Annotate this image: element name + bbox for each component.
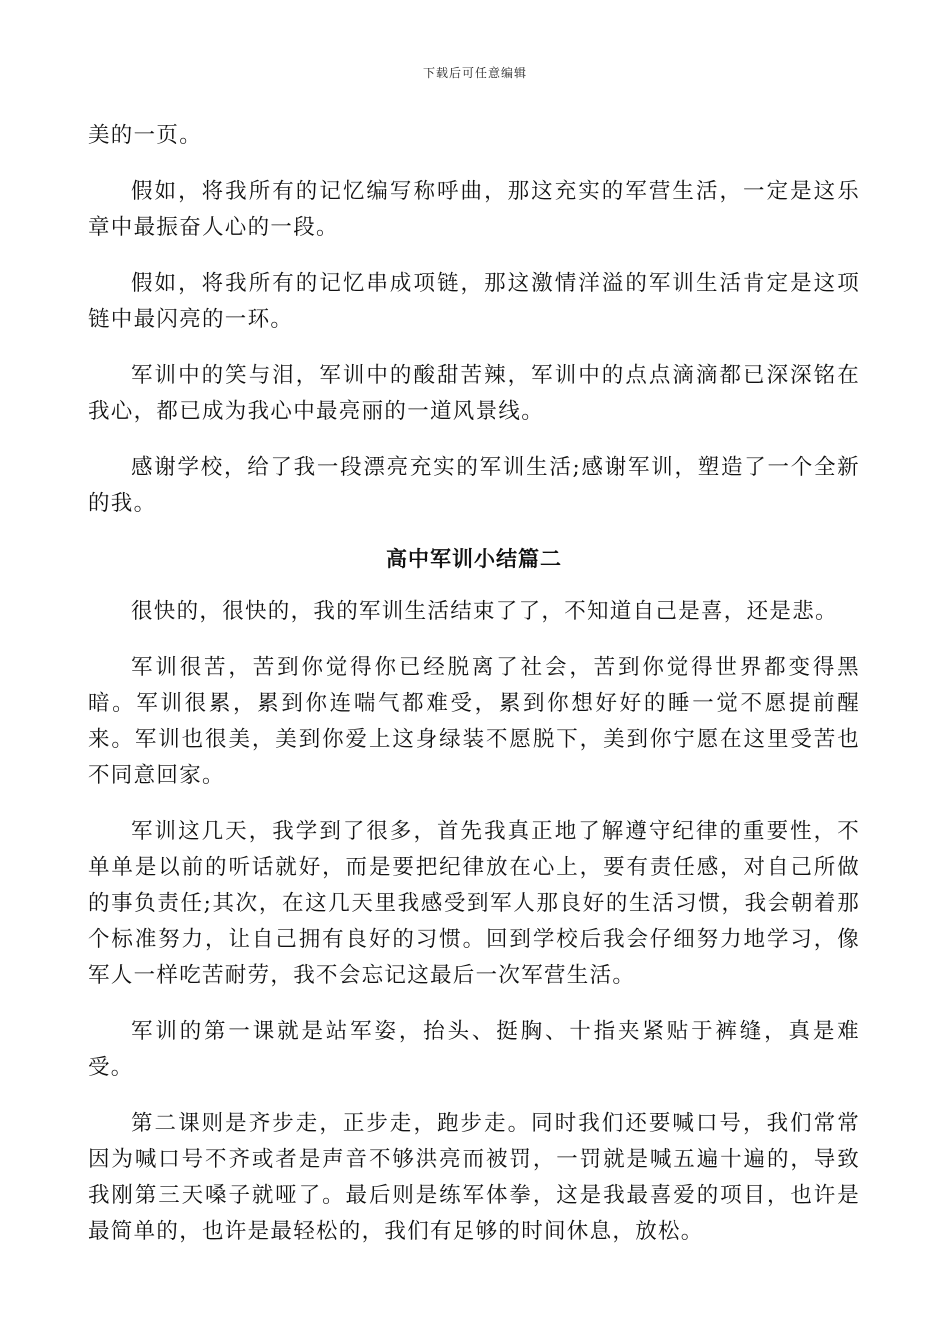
paragraph: 假如，将我所有的记忆编写称呼曲，那这充实的军营生活，一定是这乐章中最振奋人心的一段。: [88, 179, 860, 240]
paragraph: 军训这几天，我学到了很多，首先我真正地了解遵守纪律的重要性，不单单是以前的听话就好，而是要把纪律放在心上，要有责任感，对自己所做的事负责任;其次，在这几天里我感受到军人那良好的生活习惯，我会朝着那个标准努力，让自己拥有良好的习惯。回到学校后我会仔细努力地学习，像军人一样吃苦耐劳，我不会忘记这最后一次军营生活。: [88, 819, 860, 988]
page-header: 下载后可任意编辑: [422, 66, 527, 80]
paragraph: 假如，将我所有的记忆串成项链，那这激情洋溢的军训生活肯定是这项链中最闪亮的一环。: [88, 271, 860, 332]
paragraph: 军训中的笑与泪，军训中的酸甜苦辣，军训中的点点滴滴都已深深铭在我心，都已成为我心中最亮丽的一道风景线。: [88, 363, 860, 424]
paragraph: 军训的第一课就是站军姿，抬头、挺胸、十指夹紧贴于裤缝，真是难受。: [88, 1019, 860, 1080]
paragraph: 军训很苦，苦到你觉得你已经脱离了社会，苦到你觉得世界都变得黑暗。军训很累，累到你连喘气都难受，累到你想好好的睡一觉不愿提前醒来。军训也很美，美到你爱上这身绿装不愿脱下，美到你宁愿在这里受苦也不同意回家。: [88, 655, 860, 788]
paragraph: 很快的，很快的，我的军训生活结束了了，不知道自己是喜，还是悲。: [131, 599, 838, 624]
paragraph: 感谢学校，给了我一段漂亮充实的军训生活;感谢军训，塑造了一个全新的我。: [88, 455, 860, 516]
paragraph: 美的一页。: [88, 123, 203, 148]
section-heading: 高中军训小结篇二: [386, 547, 562, 571]
document-body: [88, 118, 860, 1270]
paragraph: 第二课则是齐步走，正步走，跑步走。同时我们还要喊口号，我们常常因为喊口号不齐或者是声音不够洪亮而被罚，一罚就是喊五遍十遍的，导致我刚第三天嗓子就哑了。最后则是练军体拳，这是我最喜爱的项目，也许是最简单的，也许是最轻松的，我们有足够的时间休息，放松。: [88, 1111, 860, 1244]
